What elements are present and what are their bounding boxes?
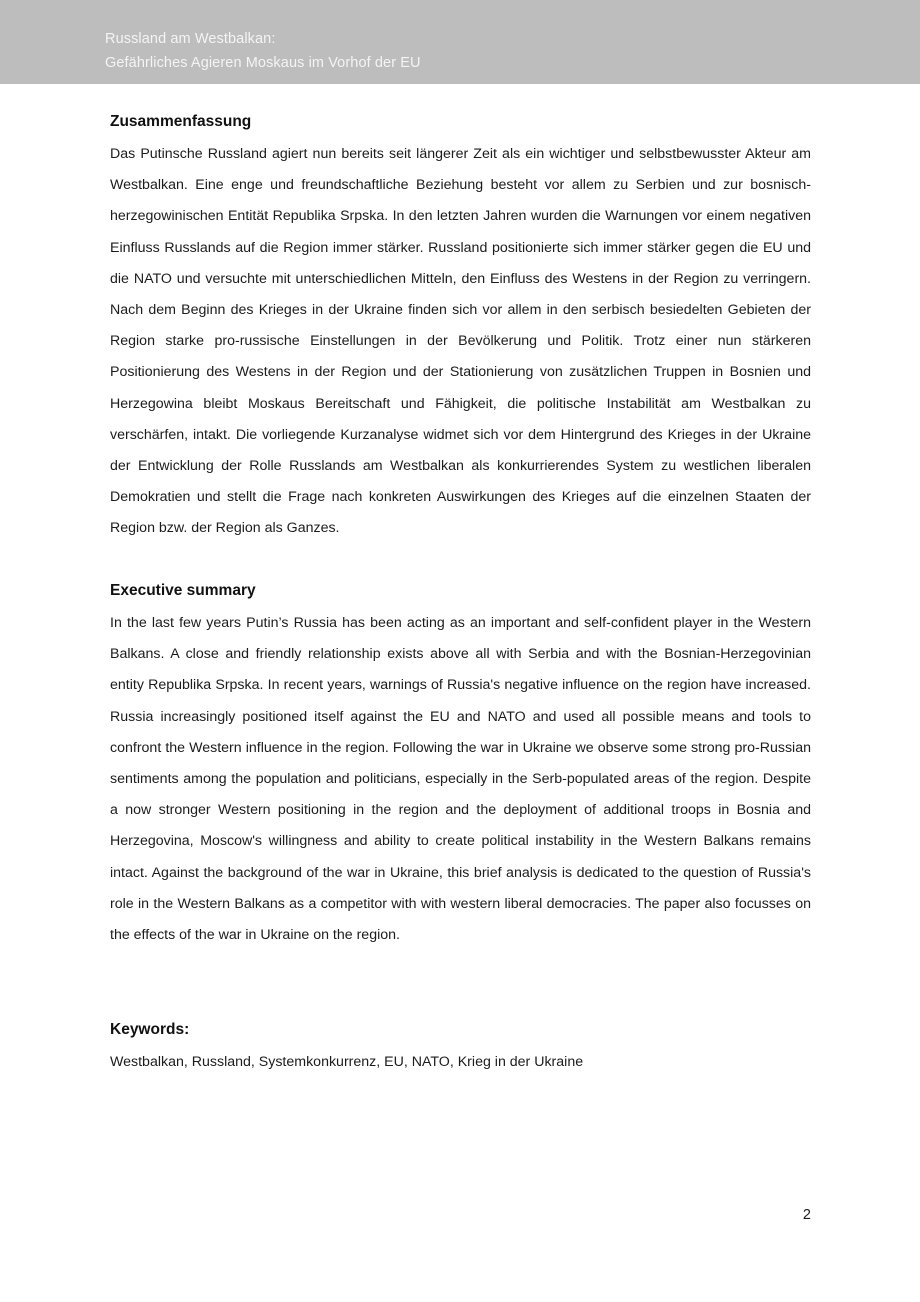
header-title-line2: Gefährliches Agieren Moskaus im Vorhof der EU bbox=[105, 55, 421, 71]
heading-zusammenfassung: Zusammenfassung bbox=[110, 113, 252, 130]
heading-executive-summary: Executive summary bbox=[110, 582, 256, 599]
paragraph-executive-summary: In the last few years Putin’s Russia has been acting as an important and self-confident player in the Western Balkans. A close and friendly relationship exists above all with Serbia and with the Bosnian-Herzegovinian entity Republika Srpska. In recent years, warnings of Russia's negative influence on the region have increased. Russia increasingly positioned itself against the EU and NATO and used all possible means and tools to confront the Western influence in the region. Following the war in Ukraine we observe some strong pro-Russian sentiments among the population and politicians, especially in the Serb-populated areas of the region. Despite a now stronger Western positioning in the region and the deployment of additional troops in Bosnia and Herzegovina, Moscow's willingness and ability to create political instability in the Western Balkans remains intact. Against the background of the war in Ukraine, this brief analysis is dedicated to the question of Russia's role in the Western Balkans as a competitor with with western liberal democracies. The paper also focusses on the effects of the war in Ukraine on the region. bbox=[110, 615, 811, 944]
page-header bbox=[0, 0, 920, 84]
page-number: 2 bbox=[802, 1207, 811, 1223]
paragraph-zusammenfassung: Das Putinsche Russland agiert nun bereits seit längerer Zeit als ein wichtiger und selbstbewusster Akteur am Westbalkan. Eine enge und freundschaftliche Beziehung besteht vor allem zu Serbien und zur bosnisch-herzegowinischen Entität Republika Srpska. In den letzten Jahren wurden die Warnungen vor einem negativen Einfluss Russlands auf die Region immer stärker. Russland positionierte sich immer stärker gegen die EU und die NATO und versuchte mit unterschiedlichen Mitteln, den Einfluss des Westens in der Region zu verringern. Nach dem Beginn des Krieges in der Ukraine finden sich vor allem in den serbisch besiedelten Gebieten der Region starke pro-russische Einstellungen in der Bevölkerung und Politik. Trotz einer nun stärkeren Positionierung des Westens in der Region und der Stationierung von zusätzlichen Truppen in Bosnien und Herzegowina bleibt Moskaus Bereitschaft und Fähigkeit, die politische Instabilität am Westbalkan zu verschärfen, intakt. Die vorliegende Kurzanalyse widmet sich vor dem Hintergrund des Krieges in der Ukraine der Entwicklung der Rolle Russlands am Westbalkan als konkurrierendes System zu westlichen liberalen Demokratien und stellt die Frage nach konkreten Auswirkungen des Krieges auf die einzelnen Staaten der Region bzw. der Region als Ganzes. bbox=[110, 146, 811, 537]
header-title-line1: Russland am Westbalkan: bbox=[105, 31, 276, 47]
heading-keywords: Keywords: bbox=[110, 1021, 190, 1038]
keywords-list: Westbalkan, Russland, Systemkonkurrenz, EU, NATO, Krieg in der Ukraine bbox=[110, 1054, 584, 1070]
